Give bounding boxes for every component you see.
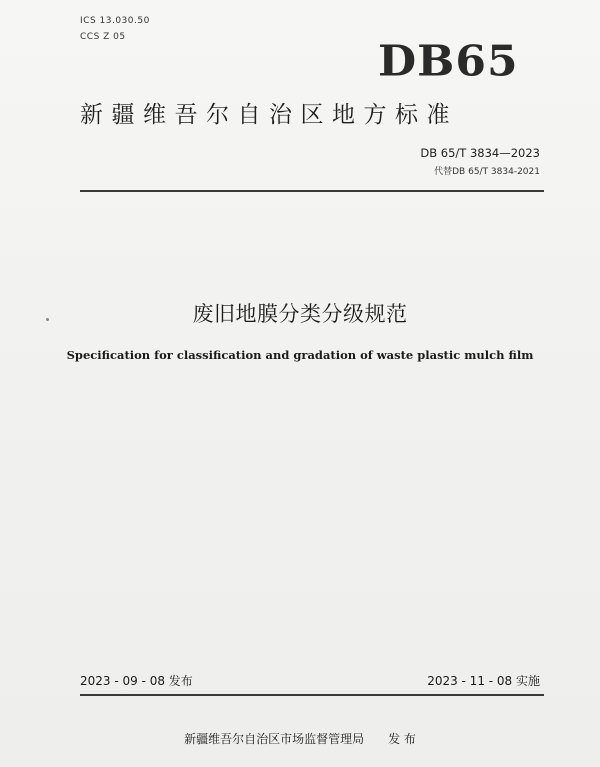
replaces-note: 代替DB 65/T 3834-2021 <box>434 167 540 177</box>
issue-label: 发 布 <box>388 732 416 746</box>
effective-date: 2023 - 11 - 08 实施 <box>427 674 540 688</box>
standard-number: DB 65/T 3834—2023 <box>420 146 540 160</box>
issuer-name: 新疆维吾尔自治区市场监督管理局 <box>184 732 365 746</box>
standard-type-heading: 新疆维吾尔自治区地方标准 <box>80 102 458 128</box>
issuer-line <box>0 730 600 747</box>
db-logo: DB65 <box>378 37 519 86</box>
document-title-cn: 废旧地膜分类分级规范 <box>192 302 408 326</box>
footer-divider <box>80 694 544 696</box>
document-title-en: Specification for classification and gradation of waste plastic mulch film <box>66 348 534 362</box>
publish-date: 2023 - 09 - 08 发布 <box>80 674 193 688</box>
header-divider <box>80 190 544 192</box>
ccs-code: CCS Z 05 <box>80 32 126 42</box>
ics-code: ICS 13.030.50 <box>80 16 150 26</box>
